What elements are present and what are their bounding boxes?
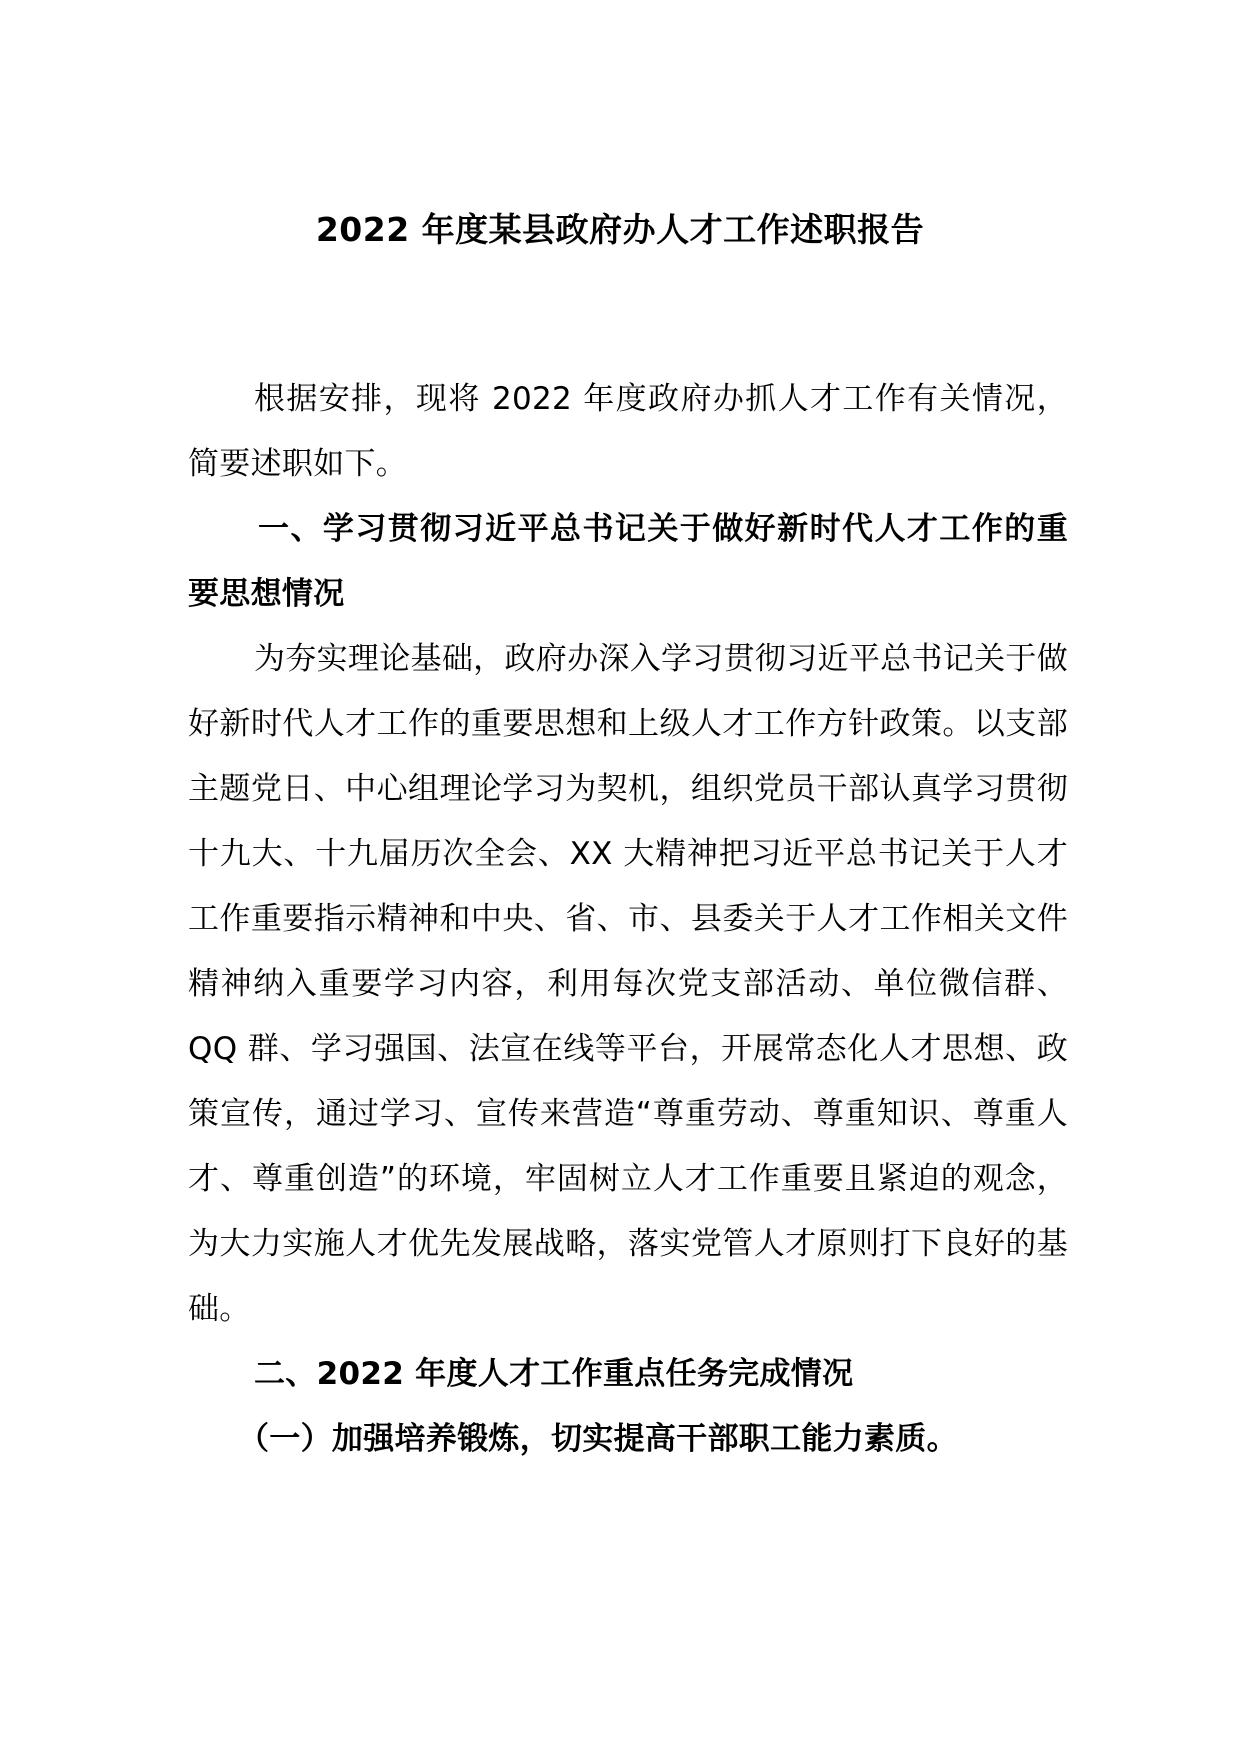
intro-paragraph: 根据安排，现将 2022 年度政府办抓人才工作有关情况，简要述职如下。 xyxy=(188,381,1068,482)
section-2-subheading-1: （一）加强培养锻炼，切实提高干部职工能力素质。 xyxy=(238,1421,958,1457)
document-body xyxy=(188,367,1068,1472)
section-1-heading: 一、学习贯彻习近平总书记关于做好新时代人才工作的重要思想情况 xyxy=(188,511,1068,612)
document-title: 2022 年度某县政府办人才工作述职报告 xyxy=(315,210,925,249)
section-1-paragraph: 为夯实理论基础，政府办深入学习贯彻习近平总书记关于做好新时代人才工作的重要思想和上级人才工作方针政策。以支部主题党日、中心组理论学习为契机，组织党员干部认真学习贯彻十九大、十九届历次全会、XX 大精神把习近平总书记关于人才工作重要指示精神和中央、省、市、县委关于人才工作相关文件精神纳入重要学习内容，利用每次党支部活动、单位微信群、QQ 群、学习强国、法宣在线等平台，开展常态化人才思想、政策宣传，通过学习、宣传来营造“尊重劳动、尊重知识、尊重人才、尊重创造”的环境，牢固树立人才工作重要且紧迫的观念，为大力实施人才优先发展战略，落实党管人才原则打下良好的基础。 xyxy=(188,641,1068,1327)
section-2-heading: 二、2022 年度人才工作重点任务完成情况 xyxy=(254,1356,854,1392)
